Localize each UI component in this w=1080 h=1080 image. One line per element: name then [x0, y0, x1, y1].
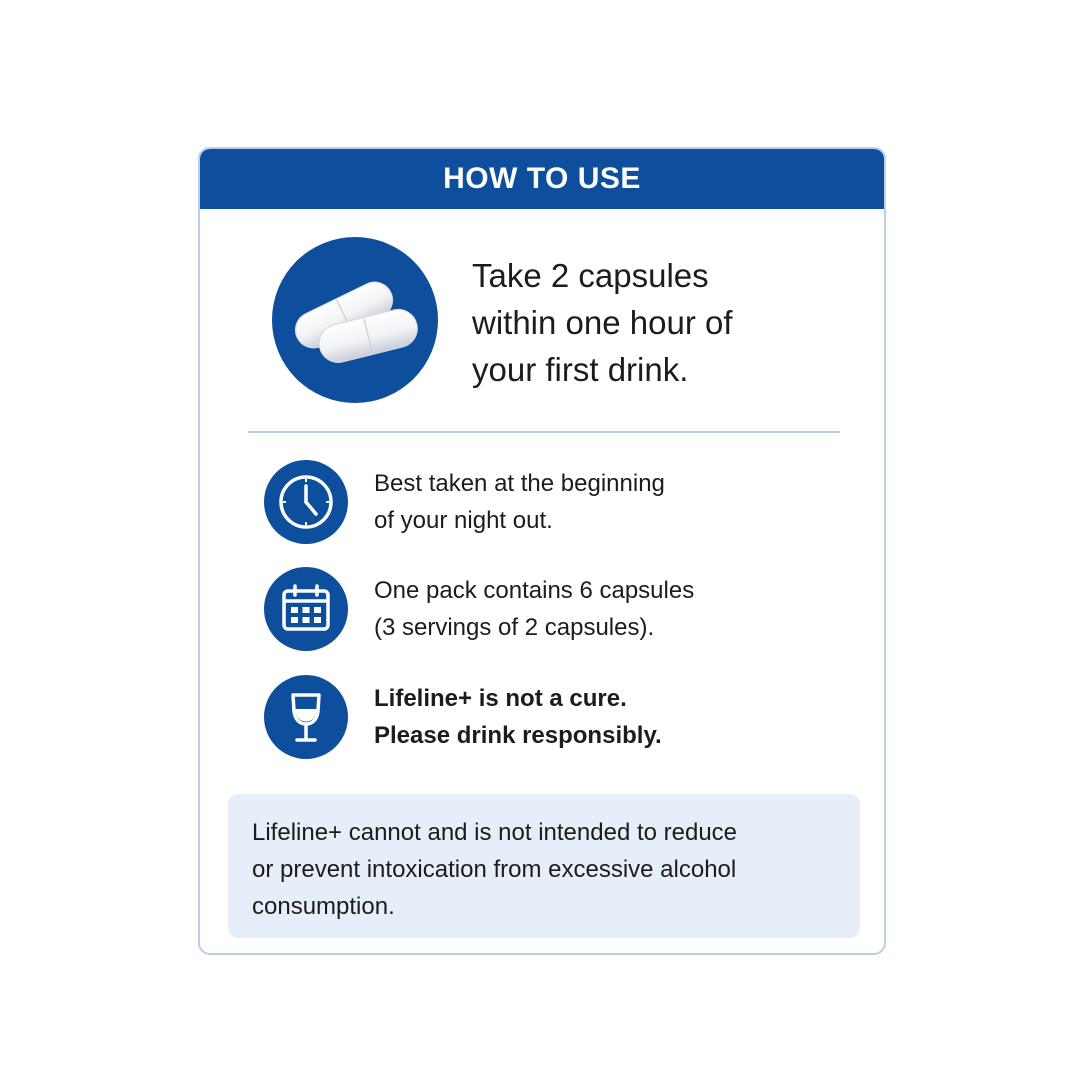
card-header [200, 149, 884, 209]
disclaimer-line: consumption. [252, 893, 395, 920]
header-title: HOW TO USE [443, 162, 641, 195]
tip-text [374, 465, 665, 539]
how-to-use-card [198, 147, 886, 955]
tip-line: Please drink responsibly. [374, 722, 662, 749]
tip-responsibility [264, 675, 662, 759]
disclaimer-box [228, 794, 860, 938]
tip-text [374, 680, 662, 754]
tip-line: of your night out. [374, 507, 553, 534]
dosage-line: within one hour of [472, 304, 733, 341]
calendar-icon [264, 567, 348, 651]
tip-line: (3 servings of 2 capsules). [374, 614, 655, 641]
tip-timing [264, 460, 665, 544]
tip-line: Lifeline+ is not a cure. [374, 685, 627, 712]
section-divider [248, 431, 840, 433]
tip-pack-contents [264, 567, 694, 651]
dosage-line: your first drink. [472, 351, 689, 388]
tip-text [374, 572, 694, 646]
tip-line: One pack contains 6 capsules [374, 577, 695, 604]
capsules-icon [272, 237, 438, 403]
dosage-line: Take 2 capsules [472, 257, 709, 294]
disclaimer-line: or prevent intoxication from excessive alcohol [252, 856, 737, 883]
tip-line: Best taken at the beginning [374, 470, 665, 497]
dosage-instructions [472, 252, 852, 393]
disclaimer-line: Lifeline+ cannot and is not intended to reduce [252, 819, 738, 846]
clock-icon [264, 460, 348, 544]
wine-glass-icon [264, 675, 348, 759]
